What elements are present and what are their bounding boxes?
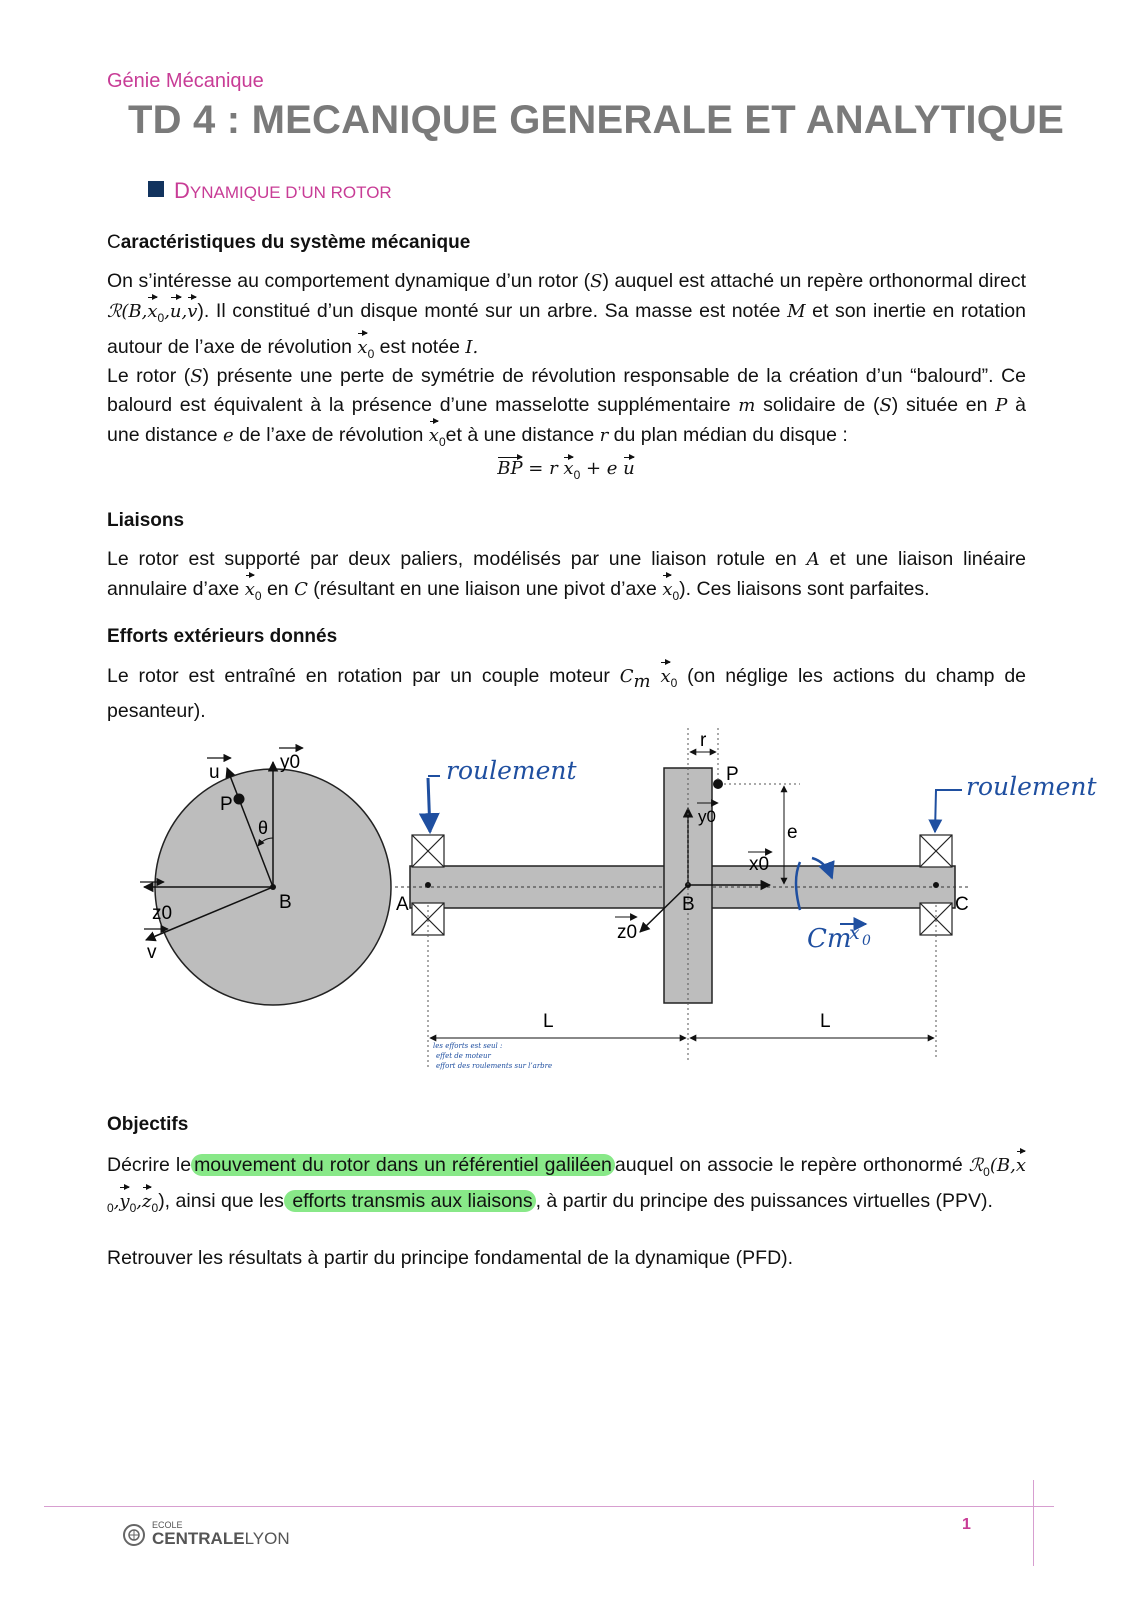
label-l-right: L xyxy=(820,1011,831,1032)
highlight-mouvement: mouvement du rotor dans un référentiel galiléen xyxy=(191,1154,615,1176)
arrow-roulement-left xyxy=(428,778,430,832)
label-z0-left: z0 xyxy=(152,903,173,924)
section-bullet-icon xyxy=(148,181,164,197)
logo-ecole-text: ECOLE xyxy=(152,1520,183,1530)
label-l-left: L xyxy=(543,1011,554,1032)
label-c: C xyxy=(955,894,969,915)
category-label: Génie Mécanique xyxy=(107,70,264,92)
rotor-figure xyxy=(0,720,1132,1090)
label-u: u xyxy=(209,762,220,783)
objectifs-heading: Objectifs xyxy=(107,1114,189,1135)
heading-rest: aractéristiques du système mécanique xyxy=(120,232,471,253)
label-theta: θ xyxy=(258,818,269,838)
svg-text:effet de moteur: effet de moteur xyxy=(436,1052,491,1060)
label-b-right: B xyxy=(682,894,695,915)
footer-divider xyxy=(44,1506,1054,1507)
label-p-right: P xyxy=(726,764,739,785)
point-b-left xyxy=(270,884,276,890)
label-v: v xyxy=(147,942,157,963)
page-number: 1 xyxy=(962,1516,971,1533)
balourd-equation: BP = r $x_0 + e$ u xyxy=(497,458,635,482)
svg-text:0: 0 xyxy=(862,933,871,949)
footer-vertical-divider xyxy=(1033,1480,1034,1566)
point-p-right xyxy=(713,779,723,789)
liaisons-heading: Liaisons xyxy=(107,510,185,531)
efforts-heading: Efforts extérieurs donnés xyxy=(107,626,338,647)
objectifs-paragraph-2: Retrouver les résultats à partir du principe fondamental de la dynamique (PFD). xyxy=(107,1247,794,1269)
logo-emblem-icon xyxy=(122,1523,146,1547)
point-c xyxy=(933,882,939,888)
svg-text:x: x xyxy=(849,922,860,944)
note-roulement-right: roulement xyxy=(966,772,1097,801)
objectifs-paragraph-1: Décrire le mouvement du rotor dans un référentiel galiléen auquel on associe le repère orthonormé $ℛ_0(B,x_0,y_0,z_0)$, ainsi que les efforts transmis aux liaisons , à partir du principe des puissances virtuelles (PPV). xyxy=(107,1150,1026,1222)
vector-v: v xyxy=(187,296,197,326)
label-x0: x0 xyxy=(749,854,770,875)
label-p-left: P xyxy=(220,794,233,815)
small-handwritten-note xyxy=(433,1042,552,1070)
ecole-centrale-lyon-logo xyxy=(122,1521,290,1548)
svg-text:Cm: Cm xyxy=(807,924,852,954)
page-title: TD 4 : MECANIQUE GENERALE ET ANALYTIQUE xyxy=(128,98,1065,142)
note-roulement-left: roulement xyxy=(446,756,577,785)
label-a: A xyxy=(396,894,409,915)
label-e: e xyxy=(787,822,798,843)
vector-x: x xyxy=(147,296,157,326)
heading-first-letter: C xyxy=(107,232,121,253)
label-r: r xyxy=(700,730,707,751)
point-p-left xyxy=(234,794,245,805)
highlight-efforts: efforts transmis aux liaisons xyxy=(284,1190,536,1212)
efforts-paragraph: Le rotor est entraîné en rotation par un couple moteur $C_m$ $x_0$ (on néglige les actions du champ de pesanteur). xyxy=(107,661,1026,725)
arrow-roulement-right xyxy=(935,790,962,832)
label-b-left: B xyxy=(279,892,292,913)
logo-centrale-lyon-text: CENTRALELYON xyxy=(152,1529,290,1548)
section-first-letter: D xyxy=(174,178,190,203)
section-title-rest: YNAMIQUE D’UN ROTOR xyxy=(189,183,392,202)
label-y0-right: y0 xyxy=(698,807,716,826)
note-cm-x0 xyxy=(807,922,871,954)
svg-text:les efforts est seul :: les efforts est seul : xyxy=(433,1042,503,1050)
label-y0: y0 xyxy=(280,752,301,773)
section-heading xyxy=(148,178,392,204)
svg-text:effort des roulements sur l’ar: effort des roulements sur l’arbre xyxy=(436,1062,553,1070)
caracteristiques-paragraph-2: Le rotor (S) présente une perte de symétrie de révolution responsable de la création d’un “balourd”. Ce balourd est équivalent à la présence d’une masselotte supplémentaire m solidaire de (S) située en P à une distance e de l’axe de révolution $x_0et$ à une distance r du plan médian du disque : xyxy=(107,365,1026,449)
caracteristiques-heading xyxy=(107,232,470,254)
caracteristiques-paragraph-1: On s’intéresse au comportement dynamique d’un rotor (S) auquel est attaché un repère orthonormal direct $ℛ(B,x_0,u,v)$. Il constitué d’un disque monté sur un arbre. Sa masse est notée M et son inertie en rotation autour de l’axe de révolution $x_0$ est notée I. xyxy=(107,270,1027,361)
label-z0-right: z0 xyxy=(617,922,638,943)
liaisons-paragraph: Le rotor est supporté par deux paliers, modélisés par une liaison rotule en A et une liaison linéaire annulaire d’axe $x_0$ en C (résultant en une liaison une pivot d’axe $x_0$). Ces liaisons sont parfaites. xyxy=(107,548,1027,603)
point-a xyxy=(425,882,431,888)
vector-u: u xyxy=(170,296,182,326)
